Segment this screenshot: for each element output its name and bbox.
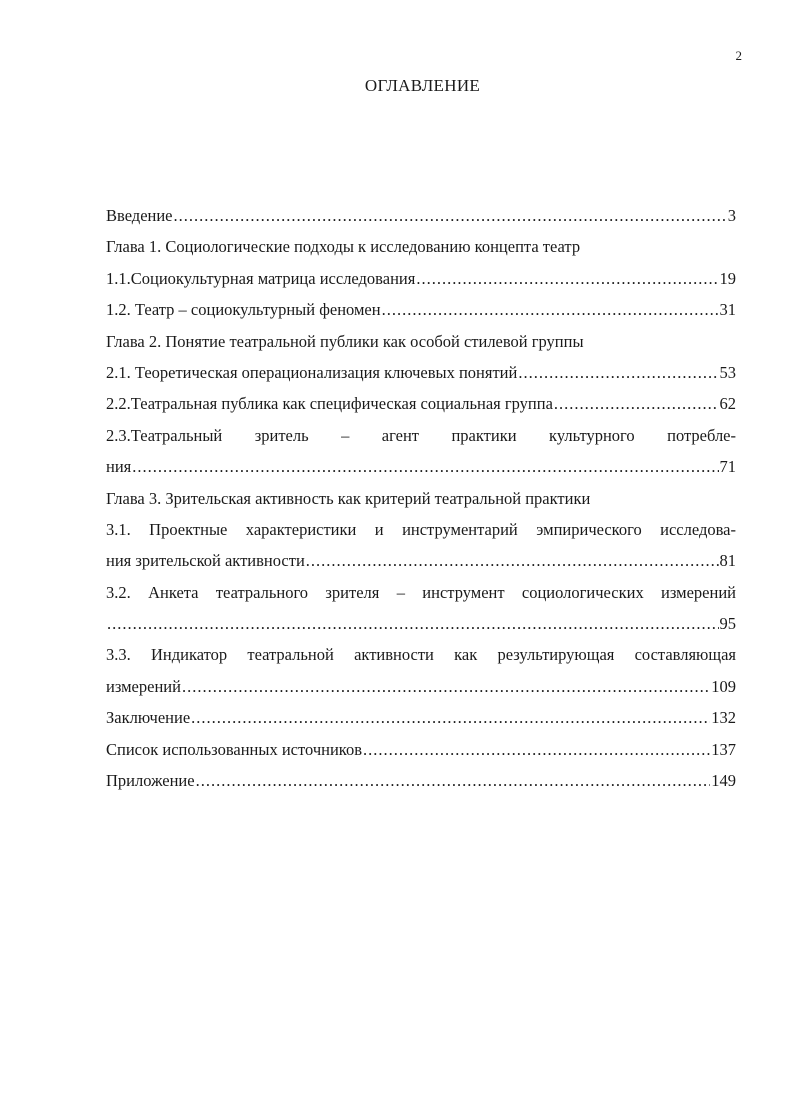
- dot-leader: [107, 608, 719, 639]
- toc-entry-text: Введение: [106, 206, 173, 225]
- toc-entry-text: 1.2. Театр – социокультурный феномен: [106, 300, 381, 320]
- toc-entry-text: Заключение: [106, 708, 191, 728]
- toc-entry-1-1: [106, 263, 736, 294]
- toc-chapter-1: Глава 1. Социологические подходы к исследованию концепта театр: [106, 237, 581, 257]
- toc-entry-3-3: [106, 671, 736, 702]
- dot-leader: [196, 765, 711, 796]
- toc-entry-page: 81: [719, 551, 736, 571]
- toc-entry-sources: [106, 734, 736, 765]
- toc-entry-page: 137: [711, 739, 736, 759]
- toc-entry-text: ния: [106, 457, 132, 477]
- toc-chapter-3: Глава 3. Зрительская активность как критерий театральной практики: [106, 488, 591, 508]
- toc-entry-3-1-line1: 3.1. Проектные характеристики и инструментарий эмпирического исследова-: [106, 519, 736, 539]
- toc-entry-2-3-line1: 2.3.Театральный зритель – агент практики культурного потребле-: [106, 425, 736, 445]
- dot-leader: [182, 671, 710, 702]
- toc-entry-page: 3: [727, 206, 736, 225]
- toc-entry-text: ния зрительской активности: [106, 551, 305, 571]
- toc-entry-text: 2.2.Театральная публика как специфическая социальная группа: [106, 394, 553, 414]
- dot-leader: [416, 263, 718, 294]
- toc-entry-2-1: [106, 357, 736, 388]
- table-of-contents: [106, 200, 736, 796]
- toc-entry-page: 95: [719, 614, 736, 634]
- toc-entry-2-2: [106, 388, 736, 419]
- toc-entry-page: 109: [711, 676, 736, 696]
- toc-entry-page: 19: [719, 268, 736, 288]
- toc-entry-intro: [106, 200, 736, 231]
- toc-entry-3-1: [106, 545, 736, 576]
- toc-entry-page: 53: [719, 362, 736, 382]
- toc-entry-page: 132: [711, 708, 736, 728]
- toc-entry-text: Приложение: [106, 771, 195, 791]
- page-title: ОГЛАВЛЕНИЕ: [364, 76, 481, 95]
- dot-leader: [306, 545, 719, 576]
- toc-entry-page: 149: [711, 771, 736, 791]
- dot-leader: [382, 294, 719, 325]
- dot-leader: [132, 451, 718, 482]
- toc-entry-3-3-line1: 3.3. Индикатор театральной активности как результирующая составляющая: [106, 645, 736, 665]
- toc-entry-2-3: [106, 451, 736, 482]
- toc-entry-page: 62: [719, 394, 736, 414]
- toc-entry-page: 31: [719, 300, 736, 320]
- dot-leader: [174, 200, 727, 231]
- toc-entry-page: 71: [719, 457, 736, 477]
- toc-entry-appendix: [106, 765, 736, 796]
- toc-entry-conclusion: [106, 702, 736, 733]
- dot-leader: [554, 388, 719, 419]
- toc-entry-3-2-line1: 3.2. Анкета театрального зрителя – инструмент социологических измерений: [106, 582, 736, 602]
- dot-leader: [518, 357, 718, 388]
- toc-entry-3-2: [106, 608, 736, 639]
- toc-chapter-2: Глава 2. Понятие театральной публики как особой стилевой группы: [106, 331, 584, 351]
- toc-entry-text: измерений: [106, 676, 181, 696]
- toc-entry-text: 1.1.Социокультурная матрица исследования: [106, 268, 416, 288]
- page-number: 2: [735, 48, 742, 63]
- dot-leader: [191, 702, 710, 733]
- toc-entry-text: Список использованных источников: [106, 739, 362, 759]
- toc-entry-text: 2.1. Теоретическая операционализация ключевых понятий: [106, 362, 518, 382]
- toc-entry-1-2: [106, 294, 736, 325]
- dot-leader: [363, 734, 710, 765]
